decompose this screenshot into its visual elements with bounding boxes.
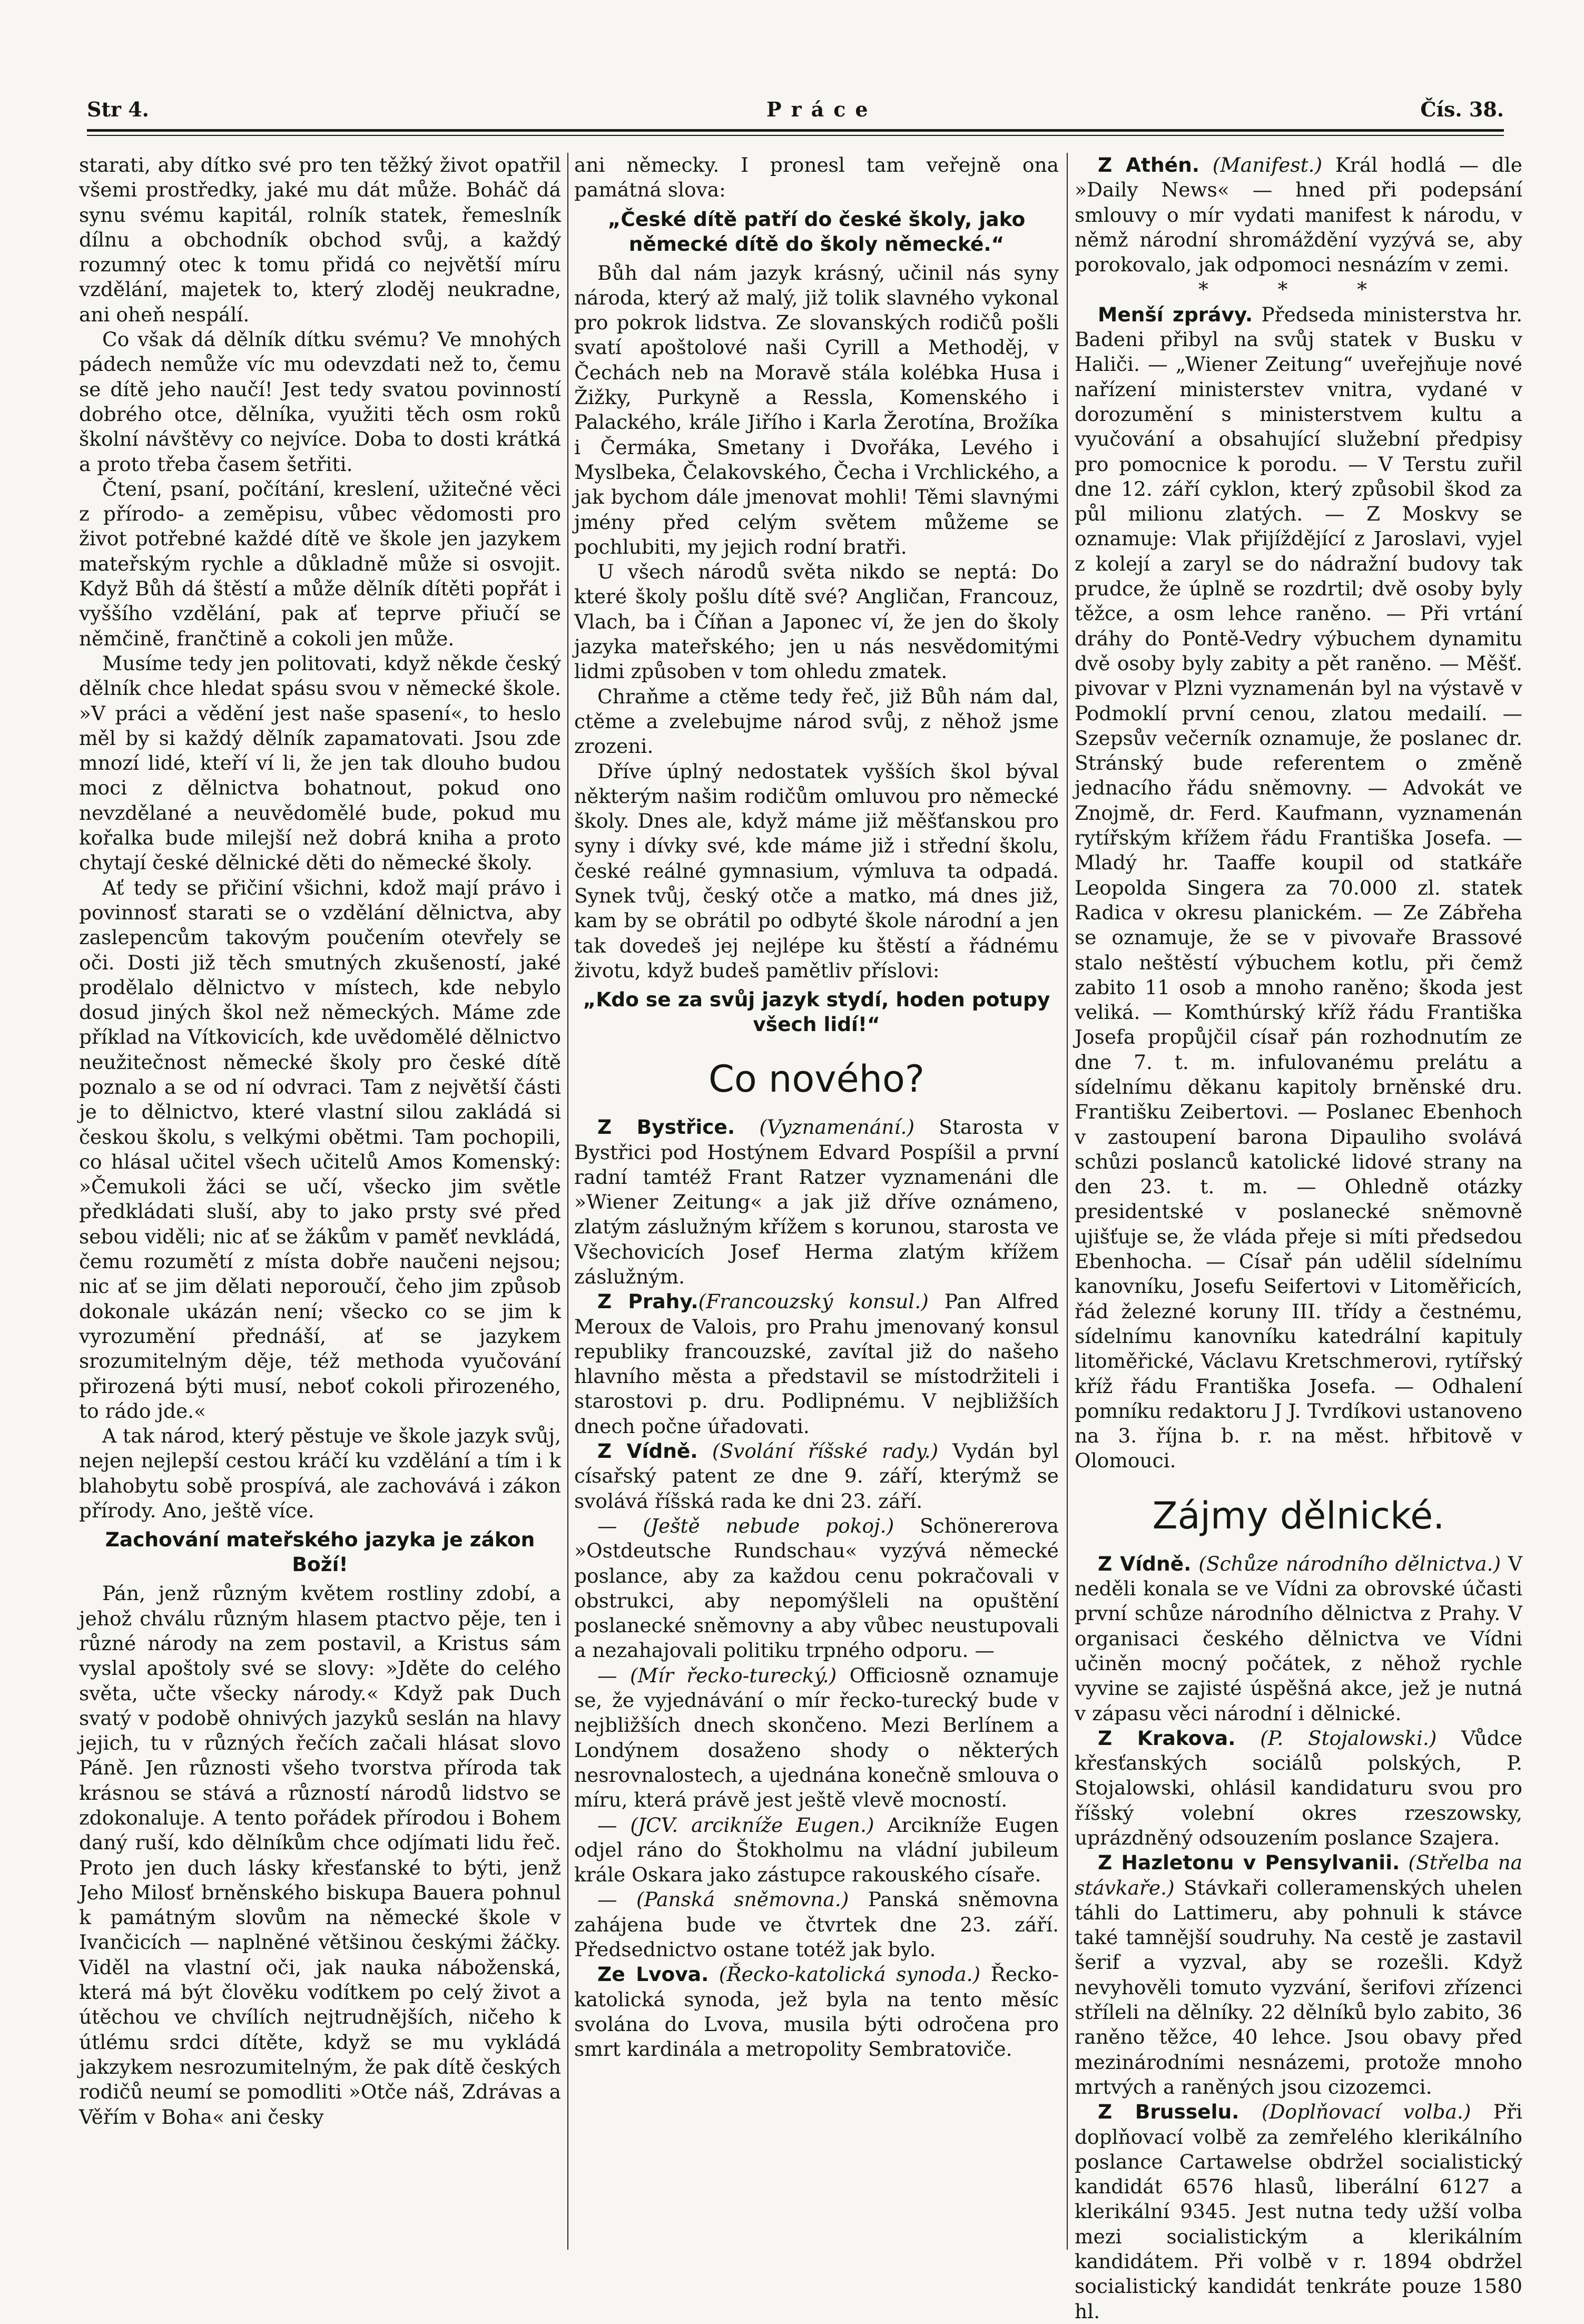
column-divider (567, 153, 568, 2250)
news-subtitle: (Vyznamenání.) (759, 1115, 914, 1139)
news-item: — (JCV. arcikníže Eugen.) Arcikníže Eugen odjel ráno do Štokholmu na vládní jubileum krále Oskara jako zástupce rakouského císaře. (574, 1813, 1059, 1887)
news-text: Vůdce křesťanských sociálů polských, P. Stojalowski, ohlásil kandidaturu svou pro říšský volební okres rzeszowsky, uprázdněný odsouzením poslance Szajera. (1075, 1726, 1523, 1849)
news-subtitle: (Francouzský konsul.) (698, 1290, 929, 1313)
column-2 (574, 153, 1059, 2281)
column-3 (1075, 153, 1523, 2323)
paragraph: starati, aby dítko své pro ten těžký život opatřil všemi prostředky, jaké mu dát může. Boháč dá synu svému kapitál, rolník statek, řemeslník dílnu a obchodník obchod svůj, a každý rozumný otec k tomu přidá co největší míru vzdělání, majetek to, který zloděj neukradne, ani oheň nespálí. (79, 153, 561, 326)
news-text: Panská sněmovna zahájena bude ve čtvrtek dne 23. září. Předsednictvo ostane totéž jak bylo. (574, 1888, 1059, 1961)
news-subtitle: (Doplňovací volba.) (1261, 2100, 1471, 2124)
page-number: Str 4. (87, 97, 149, 121)
news-item (574, 1289, 1059, 1439)
header-rule-thin (87, 135, 1504, 136)
news-item (1075, 153, 1522, 277)
news-subtitle: (JCV. arcikníže Eugen.) (630, 1813, 874, 1837)
pull-quote: „České dítě patří do české školy, jako německé dítě do školy německé.“ (607, 207, 1026, 256)
paragraph: U všech národů světa nikdo se neptá: Do které školy pošlu dítě své? Angličan, Francouz, Vlach, ba i Číňan a Japonec ví, že jen do školy jazyka mateřského; jen u nás nesvědomitými lidmi způsoben v tom ohledu zmatek. (574, 560, 1059, 683)
paragraph: Co však dá dělník dítku svému? Ve mnohých pádech nemůže víc mu odevzdati než to, čemu se dítě jeho naučí! Jest tedy svatou povinností dobrého otce, dělníka, využiti těch osm roků školní návštěvy co nejvíce. Doba to dosti krátká a proto třeba časem šetřiti. (79, 328, 561, 476)
news-subtitle: (Ještě nebude pokoj.) (643, 1514, 894, 1537)
news-item (1075, 2100, 1522, 2324)
news-text: Při doplňovací volbě za zemřelého klerikálního poslance Cartawelse obdržel socialistický kandidát 6576 hlasů, liberální 6127 a klerikální 9345. Jest nutna tedy užší volba mezi socialistickým a klerikálním kandidátem. Při volbě v r. 1894 obdržel socialistický kandidát tenkráte pouze 1580 hl. (1075, 2100, 1523, 2323)
news-item (574, 1439, 1059, 1514)
paragraph: Bůh dal nám jazyk krásný, učinil nás syny národa, který až malý, již tolik slavného vykonal pro pokrok lidstva. Ze slovanských rodičů pošli svatí apoštolové naši Cyrill a Methoděj, v Čechách neb na Moravě stála kolébka Husa i Žižky, Purkyně a Ressla, Komenského i Palackého, krále Jiřího i Karla Žerotína, Brožíka i Čermáka, Smetany i Dvořáka, Levého i Myslbeka, Čelakovského, Čecha i Vrchlického, a jak bychom dále jmenovat mohli! Těmi slavnými jmény před celým světem můžeme se pochlubiti, my jejich rodní bratři. (574, 261, 1059, 558)
news-place: Z Vídně. (597, 1439, 698, 1463)
news-item (574, 1115, 1059, 1289)
news-subtitle: (Manifest.) (1212, 153, 1323, 176)
news-subtitle: (Panská sněmovna.) (636, 1888, 849, 1911)
section-title-news: Co nového? (709, 1057, 924, 1101)
news-subtitle: (Schůze národního dělnictva.) (1198, 1552, 1501, 1575)
news-text: V neděli konala se ve Vídni za obrovské účasti první schůze národního dělnictva z Prahy. V organisaci českého dělnictva ve Vídni učiněn mocný počátek, z něhož rychle vyvine se zajisté úspěšná akce, jež je nutná v zápasu věci národní i dělnické. (1075, 1552, 1523, 1725)
paragraph: ani německy. I pronesl tam veřejně ona památná slova: (574, 153, 1059, 202)
separator-stars: * * * (1198, 278, 1399, 301)
column-1 (79, 153, 561, 2281)
paragraph: Čtení, psaní, počítání, kreslení, užitečné věci z přírodo- a zeměpisu, vůbec vědomosti pro život potřebné každé dítě ve škole jen jazykem mateřským rychle a důkladně může si osvojit. Když Bůh dá štěstí a může dělník dítěti popřát i vyššího vzdělání, pak ať teprve přiučí se němčině, frančtině a cokoli jen může. (79, 477, 561, 650)
news-text: Vydán byl císařský patent ze dne 9. září, kterýmž se svolává říšská rada ke dni 23. září. (574, 1439, 1059, 1513)
news-place: Menší zprávy. (1098, 302, 1253, 326)
news-item (574, 1962, 1059, 2062)
news-text: Officiosně oznamuje se, že vyjednávání o mír řecko-turecký bude v nejbližších dnech skončeno. Mezi Berlínem a Londýnem dosaženo shody o některých nesrovnalostech, a ujednána konečně smlouva o míru, která právě jest ještě vlevě mocností. (574, 1663, 1059, 1812)
news-text: Stávkaři colleramenských uhelen táhli do Lattimeru, aby pohnuli k stávce také tamnější soudruhy. Na cestě je zastavil šerif a vyzval, aby se rozešli. Když nevyhověli tomuto vyzvání, šerifovi zřízenci stříleli na dělníky. 22 dělníků bylo zabito, 36 raněno těžce, 40 lehce. Jsou obavy před mezinárodními nesnázemi, protože mnoho mrtvých a raněných jsou cizozemci. (1075, 1876, 1523, 2099)
pull-quote: „Kdo se za svůj jazyk stydí, hoden potupy všech lidí!“ (583, 988, 1050, 1036)
paragraph: Ať tedy se přičiní všichni, kdož mají právo i povinnosť starati se o vzdělání dělnictva, aby zaslepencům takovým poučením otevřely se oči. Dosti již těch smutných zkušeností, jaké prodělalo dělnictvo v místech, kde nebylo dosud jiných škol než německých. Máme zde příklad na Vítkovicích, kde uvědomělé dělnictvo neužitečnost německé školy pro české dítě poznalo a se od ní odvraci. Tam z největší části je to dělnictvo, které vlastní silou zakládá si českou školu, s velkými obětmi. Tam pochopili, co hlásal učitel všech učitelů Amos Komenský: »Čemukoli žáci se učí, všecko jim světle předkládati sluší, aby to jako prsty své před sebou viděli; nic ať se žákům v paměť nevkládá, čemu rozumětí z místa dobře naučeni nejsou; nic ať se jim dělati neporoučí, čeho jim způsob dokonale ukázán není; všecko co se jim k vyrozumění přednáší, ať se jazykem srozumitelným děje, též methoda vyučování přirozená býti musí, neboť cokoli přirozeného, to rádo jde.« (79, 876, 561, 1423)
news-subtitle: (Řecko-katolická synoda.) (719, 1963, 981, 1986)
header-rule (87, 129, 1504, 132)
column-divider (1067, 153, 1068, 2250)
news-subtitle: (Střelba na stávkaře.) (1075, 1851, 1523, 1899)
section-title-labour: Zájmy dělnické. (1152, 1494, 1445, 1537)
paragraph: A tak národ, který pěstuje ve škole jazyk svůj, nejen nejlepší cestou kráčí ku vzdělání a tím i k blahobytu sobě prospívá, ale zachovává i zákon přírody. Ano, ještě více. (79, 1424, 561, 1523)
news-place: Z Athén. (1098, 153, 1200, 176)
news-text: Starosta v Bystřici pod Hostýnem Edvard Pospíšil a první radní tamtéž Frant Ratzer vyznamenáni dle »Wiener Zeitung« a jak již dříve oznámeno, zlatým záslužným křížem s korunou, starosta ve Všechovicích Josef Herma zlatým křížem záslužným. (574, 1115, 1059, 1288)
news-place: Z Vídně. (1098, 1552, 1192, 1575)
news-item (1075, 302, 1522, 1474)
issue-number: Čís. 38. (1420, 97, 1504, 121)
news-text: Schönererova »Ostdeutsche Rundschau« vyzývá německé poslance, aby za každou cenu pokračovali v obstrukci, aby nepomýšleli na opuštění poslanecké sněmovny a aby vůbec neustupovali a nezahajovali politiku trpného odporu. — (574, 1514, 1059, 1662)
news-subtitle: (Svolání říšské rady.) (712, 1439, 939, 1463)
paragraph: Pán, jenž různým květem rostliny zdobí, a jehož chválu různým hlasem ptactvo pěje, ten i různé národy na zem postavil, a Kristus sám vyslal apoštoly své se slovy: »Jděte do celého světa, učte všecky národy.« Když pak Duch svatý v podobě ohnivých jazyků seslán na hlavy jejich, tu v různých řečích začali hlásat slovo Páně. Jen různosti všeho tvorstva příroda tak krásnou se stává a růzností národů lidstvo se zdokonaluje. A tento pořádek přírodou i Bohem daný ruší, kdo dělníkům chce odjímati lidu řeč. Proto jen duch lásky křesťanské to býti, jenž Jeho Milosť brněnského biskupa Bauera pohnul k památným slovům na německé škole v Ivančicích — naplněné většinou českými žáčky. Viděl na vlastní oči, jak nauka náboženská, která má být člověku vodítkem po celý život a útěchou ve chvílích nejtrudnějších, ničeho k útlému srdci dítěte, když se mu vykládá jakzykem nesrozumitelným, že pak dítě českých rodičů neumí se pomodliti »Otče náš, Zdrávas a Věřím v Boha« ani česky (79, 1582, 561, 2129)
news-text: Předseda ministerstva hr. Badeni přibyl na svůj statek v Busku v Haliči. — „Wiener Zeitung“ uveřejňuje nové nařízení ministerstev vnitra, vydané v dorozumění s ministerstvem kultu a vyučování a obsahující služební předpisy pro pomocnice k porodu. — V Terstu zuřil dne 12. září cyklon, který způsobil škod za půl milionu zlatých. — Z Moskvy se oznamuje: Vlak přijíždějící z Jaroslavi, vyjel z kolejí a zaryl se do nádražní budovy tak prudce, že úplně se rozdrtil; dvě osoby byly těžce, a osm lehce raněno. — Při vrtání dráhy do Pontě-Vedry výbuchem dynamitu dvě osoby byly zabity a pět raněno. — Měšť. pivovar v Plzni vyznamenán byl na výstavě v Podmoklí první cenou, zlatou medailí. — Szepsův večerník oznamuje, že poslanec dr. Stránský bude referentem o změně jednacího řádu sněmovny. — Advokát ve Znojmě, dr. Ferd. Kaufmann, vyznamenán rytířským křížem řádu Františka Josefa. — Mladý hr. Taaffe koupil od statkáře Leopolda Singera za 70.000 zl. statek Radica v okresu planickém. — Ze Zábřeha se oznamuje, že se v pivovaře Brassové stalo neštěstí výbuchem kotlu, při čemž zabito 11 osob a mnoho raněno; škoda jest veliká. — Komthúrský kříž řádu Františka Josefa propůjčil císař pán rozhodnutím ze dne 7. t. m. infulovanému prelátu a sídelnímu děkanu kapitoly brněnské dru. Františku Zeibertovi. — Poslanec Ebenhoch v zastoupení barona Dipauliho svolává schůzi poslanců katolické lidové strany na den 23. t. m. — Ohledně otázky presidentské v poslanecké sněmovně ujišťuje se, že vláda přeje si míti předsedou Ebenhocha. — Císař pán udělil sídelnímu kanovníku, Josefu Seifertovi v Litoměřicích, řád železné koruny III. třídy a čestnému, sídelnímu kanovníku katedrální kapituly litoměřické, Václavu Kretschmerovi, rytířský kříž řádu Františka Josefa. — Odhalení pomníku redaktoru J J. Tvrdíkovi ustanoveno na 3. října b. r. na měst. hřbitově v Olomouci. (1075, 302, 1522, 1473)
paragraph: Dříve úplný nedostatek vyšších škol býval některým našim rodičům omluvou pro německé školy. Dnes ale, když máme již měšťanskou pro syny i dívky své, kde máme již i střední školu, české reálné gymnasium, výmluva ta odpadá. Synek tvůj, český otče a matko, má dnes již, kam by se obrátil po odbyté škole národní a jen tak dovedeš jej nejlépe ku štěstí a řádnému životu, když budeš pamětliv příslovi: (574, 759, 1059, 982)
news-subtitle: (Mír řecko-turecký.) (629, 1663, 837, 1687)
news-place: Z Krakova. (1098, 1726, 1236, 1750)
news-item: — (Ještě nebude pokoj.) Schönererova »Ostdeutsche Rundschau« vyzývá německé poslance, aby za každou cenu pokračovali v obstrukci, aby nepomýšleli na opuštění poslanecké sněmovny a aby vůbec neustupovali a nezahajovali politiku trpného odporu. — (574, 1514, 1059, 1662)
news-item: — (Panská sněmovna.) Panská sněmovna zahájena bude ve čtvrtek dne 23. září. Předsednictvo ostane totéž jak bylo. (574, 1888, 1059, 1961)
news-text: Arcikníže Eugen odjel ráno do Štokholmu na vládní jubileum krále Oskara jako zástupce rakouského císaře. (574, 1813, 1059, 1887)
news-item: — (Mír řecko-turecký.) Officiosně oznamuje se, že vyjednávání o mír řecko-turecký bude v nejbližších dnech skončeno. Mezi Berlínem a Londýnem dosaženo shody o některých nesrovnalostech, a ujednána konečně smlouva o míru, která právě jest ještě vlevě mocností. (574, 1663, 1059, 1812)
page-header (87, 97, 1504, 129)
news-subtitle: (P. Stojalowski.) (1260, 1726, 1437, 1750)
news-item (1075, 1726, 1522, 1850)
news-text: Řecko-katolická synoda, jež byla na tento měsíc svolána do Lvova, musila býti odročena pro smrt kardinála a metropolity Sembratoviče. (574, 1963, 1059, 2061)
news-text: Král hodlá — dle »Daily News« — hned při podepsání smlouvy o mír vydati manifest k národu, v němž národní shromáždění vyzývá se, aby porokovalo, jak odpomoci nesnázím v zemi. (1075, 153, 1522, 277)
section-heading: Zachování mateřského jazyka je zákon Boží! (105, 1528, 535, 1576)
newspaper-title: Práce (766, 97, 878, 121)
news-item (1075, 1552, 1522, 1726)
news-place: Z Bystřice. (597, 1115, 735, 1139)
news-item (1075, 1850, 1522, 2100)
news-place: Z Prahy. (597, 1290, 698, 1313)
paragraph: Chraňme a ctěme tedy řeč, již Bůh nám dal, ctěme a zvelebujme národ svůj, z něhož jsme zrozeni. (574, 684, 1059, 758)
news-text: Pan Alfred Meroux de Valois, pro Prahu jmenovaný konsul republiky francouzské, zavítal již do našeho hlavního města a představil se místodržiteli i starostovi p. dru. Podlipnému. V nejbližších dnech počne úřadovati. (574, 1290, 1059, 1438)
news-place: Z Brusselu. (1098, 2100, 1239, 2124)
news-place: Ze Lvova. (597, 1963, 709, 1986)
news-place: Z Hazletonu v Pensylvanii. (1098, 1851, 1400, 1875)
paragraph: Musíme tedy jen politovati, když někde český dělník chce hledat spásu svou v německé škole. »V práci a vědění jest naše spasení«, to heslo měl by si každý dělník zapamatovati. Jsou zde mnozí lidé, kteří ví li, že jen tak dlouho budou moci z dělnictva bohatnout, pokud ono nevzdělané a neuvědomělé bude, pokud mu kořalka bude milejší než dobrá kniha a proto chytají české dělnické děti do německé školy. (79, 651, 561, 875)
